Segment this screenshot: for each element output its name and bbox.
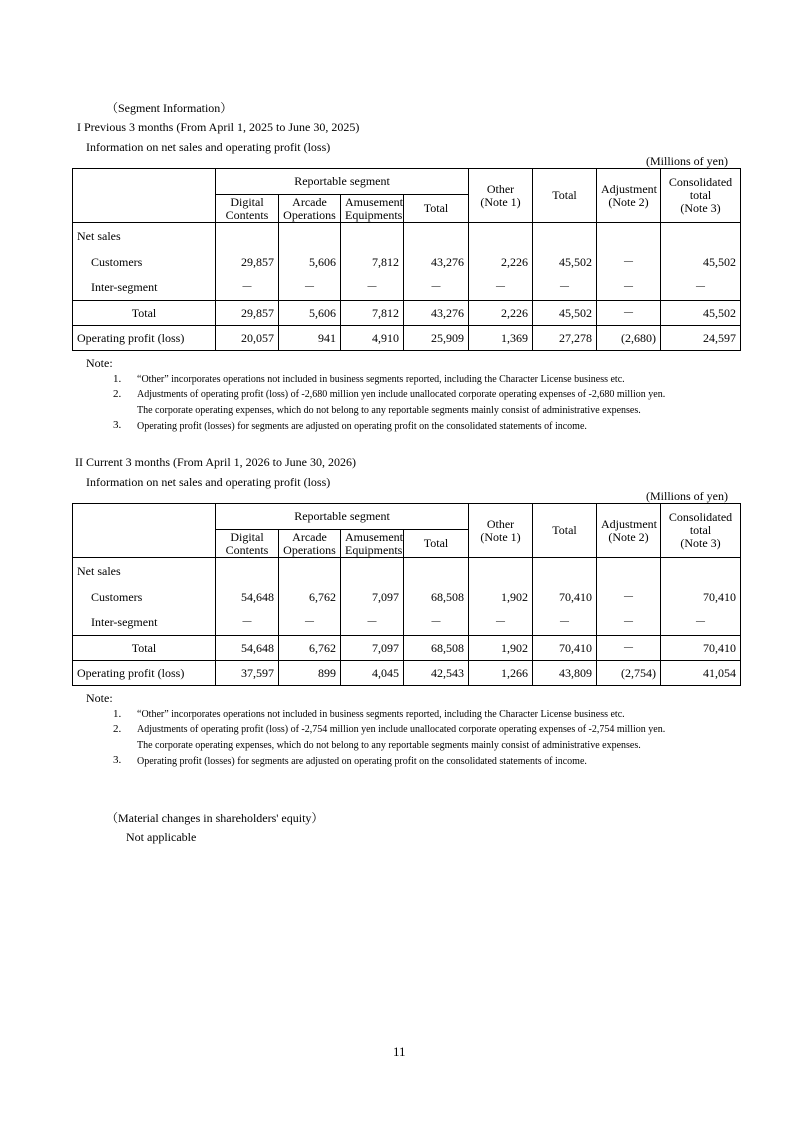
other-header: Other (Note 1) (469, 504, 533, 558)
cell: 29,857 (216, 250, 279, 275)
equity-text: Not applicable (126, 830, 197, 844)
amusement-header: Amusement Equipments (341, 530, 404, 558)
cell: － (341, 610, 404, 636)
table-row (73, 326, 741, 351)
op-profit-label: Operating profit (loss) (73, 326, 216, 351)
cell: 5,606 (279, 301, 341, 326)
table-row (73, 661, 741, 686)
customers-label: Customers (73, 250, 216, 275)
section-1-subtitle: Information on net sales and operating profit (loss) (86, 140, 331, 154)
cell: 2,226 (469, 250, 533, 275)
cell: 4,045 (341, 661, 404, 686)
total-header: Total (533, 169, 597, 223)
cell: 45,502 (661, 250, 741, 275)
arcade-header: Arcade Operations (279, 195, 341, 223)
section-2-table (72, 503, 741, 686)
cell: 54,648 (216, 585, 279, 610)
cell: － (404, 610, 469, 636)
note-label: Note: (86, 691, 113, 705)
cell: 70,410 (661, 636, 741, 661)
table-row (73, 636, 741, 661)
inter-segment-label: Inter-segment (73, 610, 216, 636)
cell: － (279, 610, 341, 636)
cell: 24,597 (661, 326, 741, 351)
cell: － (533, 610, 597, 636)
cell: 68,508 (404, 585, 469, 610)
cell: 7,097 (341, 585, 404, 610)
cell: 42,543 (404, 661, 469, 686)
section-1-units: (Millions of yen) (646, 154, 728, 168)
total-row-label: Total (73, 636, 216, 661)
note-text: The corporate operating expenses, which do not belong to any reportable segments mainly consist of administrative expenses. (137, 405, 641, 416)
digital-header: Digital Contents (216, 195, 279, 223)
table-row (73, 250, 741, 275)
note-number: 2. (113, 723, 122, 735)
table-row (73, 585, 741, 610)
note-text: Operating profit (losses) for segments are adjusted on operating profit on the consolidated statements of income. (137, 756, 587, 767)
cell: － (533, 275, 597, 301)
cell: － (216, 275, 279, 301)
cell: 68,508 (404, 636, 469, 661)
section-1-title: I Previous 3 months (From April 1, 2025 to June 30, 2025) (77, 120, 360, 134)
cell: 6,762 (279, 636, 341, 661)
rep-total-header: Total (404, 195, 469, 223)
cell: 1,902 (469, 636, 533, 661)
note-text: Adjustments of operating profit (loss) of -2,680 million yen include unallocated corporate operating expenses of -2,680 million yen. (137, 389, 666, 400)
cell: 5,606 (279, 250, 341, 275)
cell: 899 (279, 661, 341, 686)
section-2-title: II Current 3 months (From April 1, 2026 to June 30, 2026) (75, 455, 356, 469)
net-sales-label: Net sales (73, 223, 216, 250)
op-profit-label: Operating profit (loss) (73, 661, 216, 686)
cell: 37,597 (216, 661, 279, 686)
arcade-header: Arcade Operations (279, 530, 341, 558)
table-row (73, 301, 741, 326)
cell: 7,812 (341, 250, 404, 275)
customers-label: Customers (73, 585, 216, 610)
note-number: 3. (113, 754, 122, 766)
cell: 45,502 (533, 250, 597, 275)
cell: － (597, 301, 661, 326)
cell: 70,410 (533, 636, 597, 661)
cell: 45,502 (661, 301, 741, 326)
section-2-subtitle: Information on net sales and operating profit (loss) (86, 475, 331, 489)
digital-header: Digital Contents (216, 530, 279, 558)
total-header: Total (533, 504, 597, 558)
section-1-table (72, 168, 741, 351)
cell: 43,276 (404, 250, 469, 275)
consolidated-header: Consolidated total (Note 3) (661, 169, 741, 223)
corner-cell (73, 169, 216, 223)
cell: 43,276 (404, 301, 469, 326)
cell: 2,226 (469, 301, 533, 326)
other-header: Other (Note 1) (469, 169, 533, 223)
cell: 43,809 (533, 661, 597, 686)
note-text: “Other” incorporates operations not included in business segments reported, including the Character License business etc. (137, 374, 625, 385)
cell: 6,762 (279, 585, 341, 610)
cell: － (404, 275, 469, 301)
note-text: The corporate operating expenses, which do not belong to any reportable segments mainly consist of administrative expenses. (137, 740, 641, 751)
segment-info-heading: （Segment Information） (106, 101, 233, 115)
consolidated-header: Consolidated total (Note 3) (661, 504, 741, 558)
net-sales-label: Net sales (73, 558, 216, 585)
cell: － (597, 250, 661, 275)
corner-cell (73, 504, 216, 558)
cell: － (597, 585, 661, 610)
cell: － (469, 610, 533, 636)
cell: － (279, 275, 341, 301)
page-number: 11 (393, 1044, 406, 1059)
section-2-units: (Millions of yen) (646, 489, 728, 503)
note-text: “Other” incorporates operations not included in business segments reported, including the Character License business etc. (137, 709, 625, 720)
cell: 29,857 (216, 301, 279, 326)
note-number: 3. (113, 419, 122, 431)
note-label: Note: (86, 356, 113, 370)
note-number: 2. (113, 388, 122, 400)
cell: 1,369 (469, 326, 533, 351)
total-row-label: Total (73, 301, 216, 326)
cell: 54,648 (216, 636, 279, 661)
cell: 70,410 (533, 585, 597, 610)
cell: 941 (279, 326, 341, 351)
adjustment-header: Adjustment (Note 2) (597, 169, 661, 223)
cell: 7,097 (341, 636, 404, 661)
rep-total-header: Total (404, 530, 469, 558)
cell: 25,909 (404, 326, 469, 351)
cell: － (216, 610, 279, 636)
cell: 1,266 (469, 661, 533, 686)
cell: － (341, 275, 404, 301)
cell: 20,057 (216, 326, 279, 351)
cell: 41,054 (661, 661, 741, 686)
cell: － (469, 275, 533, 301)
cell: 1,902 (469, 585, 533, 610)
table-row (73, 610, 741, 636)
cell: (2,754) (597, 661, 661, 686)
equity-heading: （Material changes in shareholders' equity） (106, 811, 324, 825)
cell: 4,910 (341, 326, 404, 351)
cell: － (597, 275, 661, 301)
note-text: Adjustments of operating profit (loss) of -2,754 million yen include unallocated corporate operating expenses of -2,754 million yen. (137, 724, 666, 735)
table-row (73, 275, 741, 301)
amusement-header: Amusement Equipments (341, 195, 404, 223)
cell: － (597, 610, 661, 636)
cell: － (661, 275, 741, 301)
cell: 70,410 (661, 585, 741, 610)
cell: 45,502 (533, 301, 597, 326)
cell: 7,812 (341, 301, 404, 326)
inter-segment-label: Inter-segment (73, 275, 216, 301)
note-number: 1. (113, 373, 122, 385)
reportable-header: Reportable segment (216, 169, 469, 195)
note-text: Operating profit (losses) for segments are adjusted on operating profit on the consolidated statements of income. (137, 421, 587, 432)
cell: 27,278 (533, 326, 597, 351)
reportable-header: Reportable segment (216, 504, 469, 530)
cell: (2,680) (597, 326, 661, 351)
adjustment-header: Adjustment (Note 2) (597, 504, 661, 558)
cell: － (597, 636, 661, 661)
note-number: 1. (113, 708, 122, 720)
cell: － (661, 610, 741, 636)
